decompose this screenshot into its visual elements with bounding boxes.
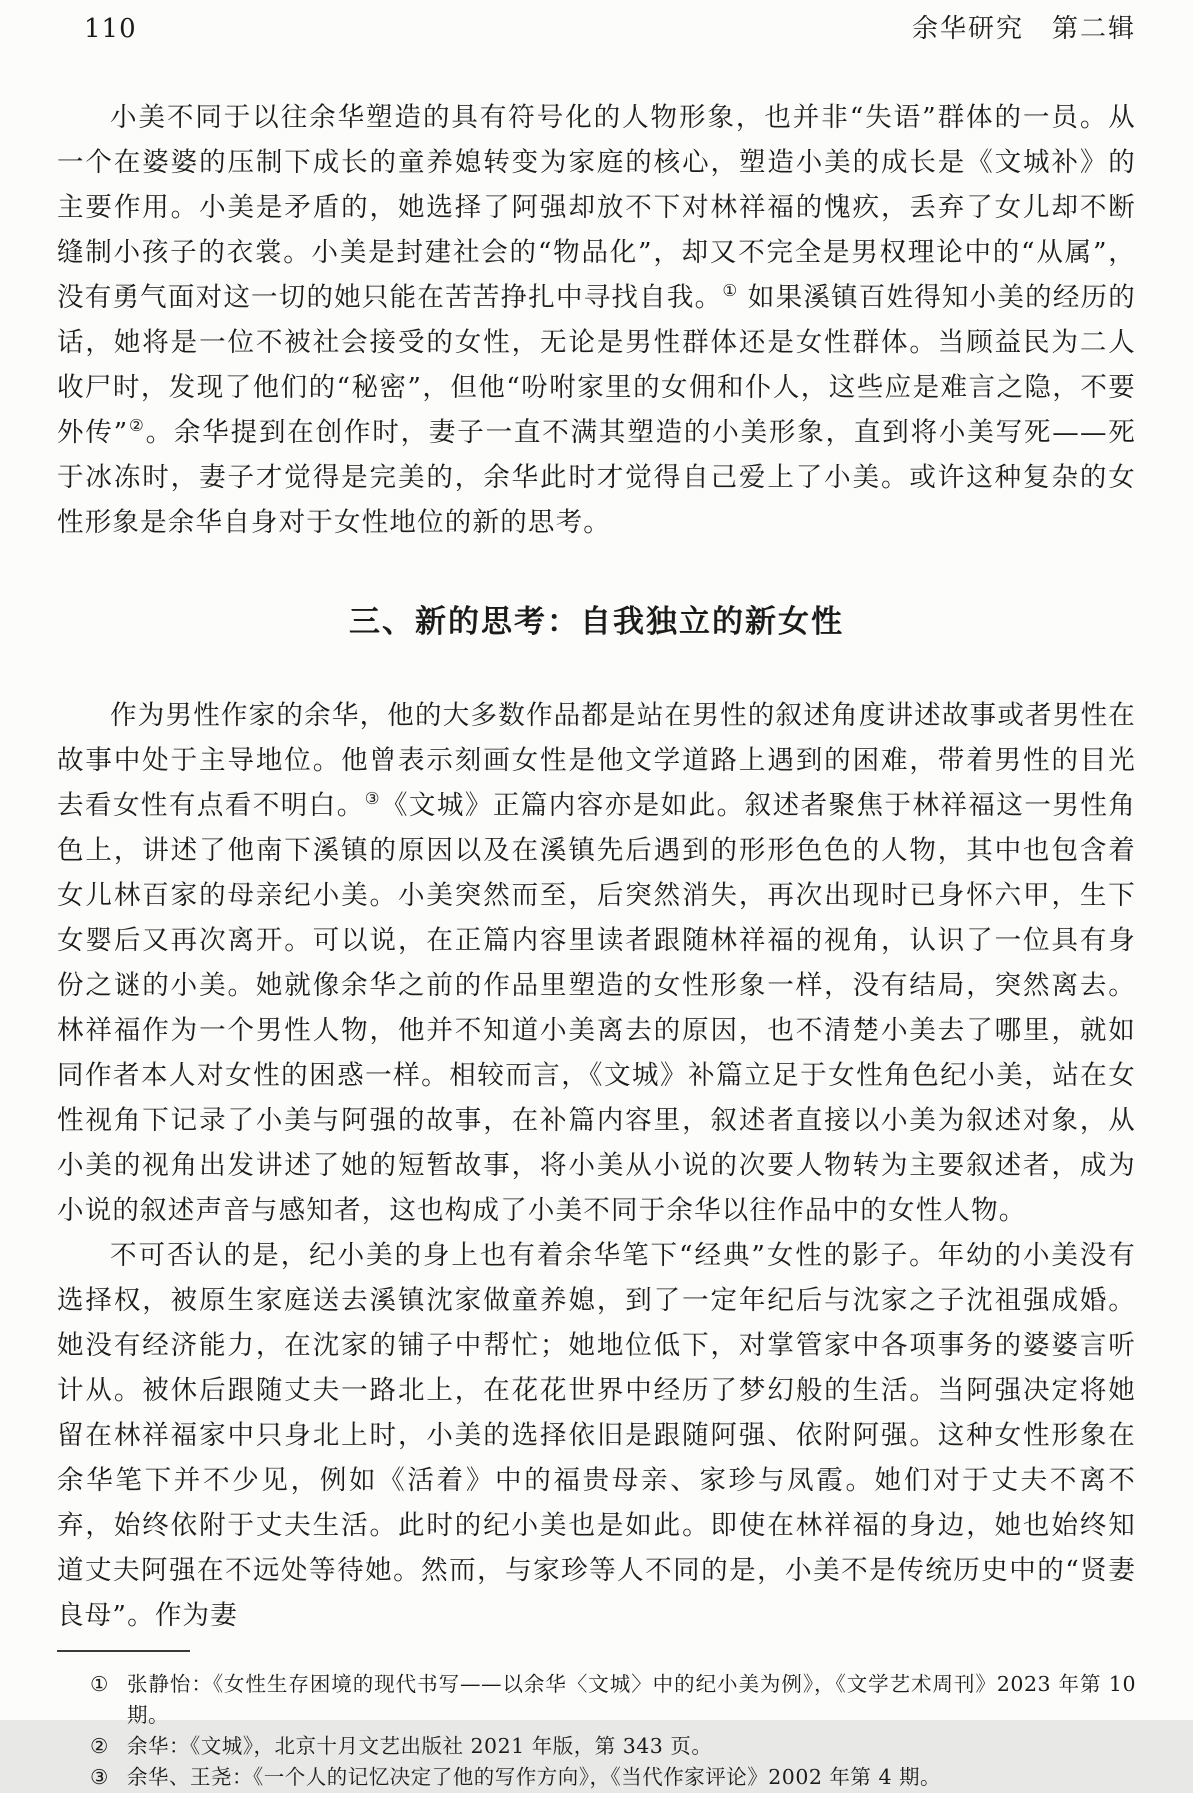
- footnote-item: [57, 1762, 1136, 1793]
- page-number: 110: [84, 14, 137, 44]
- footnote-marker: ①: [90, 1672, 109, 1696]
- footnote-text: 张静怡：《女性生存困境的现代书写——以余华〈文城〉中的纪小美为例》，《文学艺术周刊》2023 年第 10 期。: [127, 1672, 1136, 1727]
- footnote-marker: ③: [90, 1765, 109, 1789]
- running-header: [57, 0, 1136, 45]
- footnote-separator-rule: [57, 1650, 190, 1652]
- footnote-item: [57, 1669, 1136, 1731]
- footnote-text: 余华、王尧：《一个人的记忆决定了他的写作方向》，《当代作家评论》2002 年第 4 期。: [127, 1765, 942, 1789]
- footnote-area: [57, 1650, 1136, 1793]
- footnote-item: [57, 1731, 1136, 1762]
- footnote-marker: ②: [90, 1734, 109, 1758]
- paragraph: 小美不同于以往余华塑造的具有符号化的人物形象，也并非“失语”群体的一员。从一个在婆婆的压制下成长的童养媳转变为家庭的核心，塑造小美的成长是《文城补》的主要作用。小美是矛盾的，她选择了阿强却放不下对林祥福的愧疚，丢弃了女儿却不断缝制小孩子的衣裳。小美是封建社会的“物品化”，却又不完全是男权理论中的“从属”，没有勇气面对这一切的她只能在苦苦挣扎中寻找自我。① 如果溪镇百姓得知小美的经历的话，她将是一位不被社会接受的女性，无论是男性群体还是女性群体。当顾益民为二人收尸时，发现了他们的“秘密”，但他“吩咐家里的女佣和仆人，这些应是难言之隐，不要外传”②。余华提到在创作时，妻子一直不满其塑造的小美形象，直到将小美写死——死于冰冻时，妻子才觉得是完美的，余华此时才觉得自己爱上了小美。或许这种复杂的女性形象是余华自身对于女性地位的新的思考。: [57, 102, 1136, 538]
- footnote-text: 余华：《文城》，北京十月文艺出版社 2021 年版，第 343 页。: [127, 1734, 713, 1758]
- running-title: 余华研究 第二辑: [911, 14, 1136, 44]
- paragraph: 作为男性作家的余华，他的大多数作品都是站在男性的叙述角度讲述故事或者男性在故事中处于主导地位。他曾表示刻画女性是他文学道路上遇到的困难，带着男性的目光去看女性有点看不明白。③《文城》正篇内容亦是如此。叙述者聚焦于林祥福这一男性角色上，讲述了他南下溪镇的原因以及在溪镇先后遇到的形形色色的人物，其中也包含着女儿林百家的母亲纪小美。小美突然而至，后突然消失，再次出现时已身怀六甲，生下女婴后又再次离开。可以说，在正篇内容里读者跟随林祥福的视角，认识了一位具有身份之谜的小美。她就像余华之前的作品里塑造的女性形象一样，没有结局，突然离去。林祥福作为一个男性人物，他并不知道小美离去的原因，也不清楚小美去了哪里，就如同作者本人对女性的困惑一样。相较而言，《文城》补篇立足于女性角色纪小美，站在女性视角下记录了小美与阿强的故事，在补篇内容里，叙述者直接以小美为叙述对象，从小美的视角出发讲述了她的短暂故事，将小美从小说的次要人物转为主要叙述者，成为小说的叙述声音与感知者，这也构成了小美不同于余华以往作品中的女性人物。: [57, 700, 1136, 1226]
- article-body: [57, 95, 1136, 1638]
- paragraph: 不可否认的是，纪小美的身上也有着余华笔下“经典”女性的影子。年幼的小美没有选择权，被原生家庭送去溪镇沈家做童养媳，到了一定年纪后与沈家之子沈祖强成婚。她没有经济能力，在沈家的铺子中帮忙；她地位低下，对掌管家中各项事务的婆婆言听计从。被休后跟随丈夫一路北上，在花花世界中经历了梦幻般的生活。当阿强决定将她留在林祥福家中只身北上时，小美的选择依旧是跟随阿强、依附阿强。这种女性形象在余华笔下并不少见，例如《活着》中的福贵母亲、家珍与凤霞。她们对于丈夫不离不弃，始终依附于丈夫生活。此时的纪小美也是如此。即使在林祥福的身边，她也始终知道丈夫阿强在不远处等待她。然而，与家珍等人不同的是，小美不是传统历史中的“贤妻良母”。作为妻: [57, 1240, 1136, 1631]
- footnote-list: [57, 1669, 1136, 1793]
- section-heading: 三、新的思考：自我独立的新女性: [349, 604, 844, 640]
